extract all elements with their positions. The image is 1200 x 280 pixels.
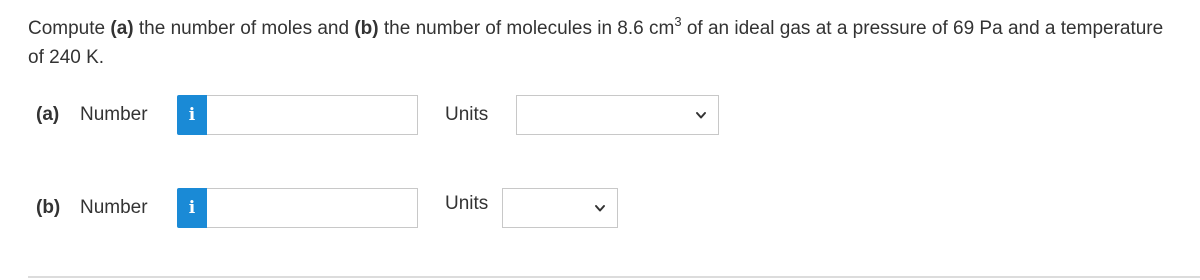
question-part-a-tag: (a) [110, 18, 134, 39]
question-middle-b: the number of molecules in 8.6 cm [378, 18, 675, 39]
part-a-info-button[interactable] [177, 95, 207, 135]
question-middle-a: the number of moles and [133, 18, 355, 39]
part-a-units-select[interactable] [516, 95, 719, 135]
part-b-number-input[interactable] [207, 188, 418, 228]
part-b-units-select[interactable] [502, 188, 618, 228]
part-b-label: (b) [36, 197, 61, 218]
part-a-number-label: Number [80, 104, 148, 125]
answer-row-a [0, 94, 1200, 136]
question-suffix: of an ideal gas at a pressure of 69 Pa and a temperature of 240 K. [28, 18, 1164, 68]
question-exponent: 3 [674, 13, 682, 29]
question-part-b-tag: (b) [354, 18, 379, 39]
info-icon: i [188, 198, 196, 218]
question-text [28, 14, 1178, 72]
part-b-number-label: Number [80, 197, 148, 218]
part-b-units-label: Units [445, 193, 489, 214]
info-icon: i [188, 105, 196, 125]
part-a-label: (a) [36, 104, 60, 125]
question-prefix: Compute [28, 18, 111, 39]
chevron-down-icon [695, 109, 707, 121]
chevron-down-icon [594, 202, 606, 214]
part-a-number-input[interactable] [207, 95, 418, 135]
answer-row-b [0, 187, 1200, 229]
bottom-divider [28, 276, 1200, 278]
part-b-info-button[interactable] [177, 188, 207, 228]
part-a-units-label: Units [445, 104, 489, 125]
